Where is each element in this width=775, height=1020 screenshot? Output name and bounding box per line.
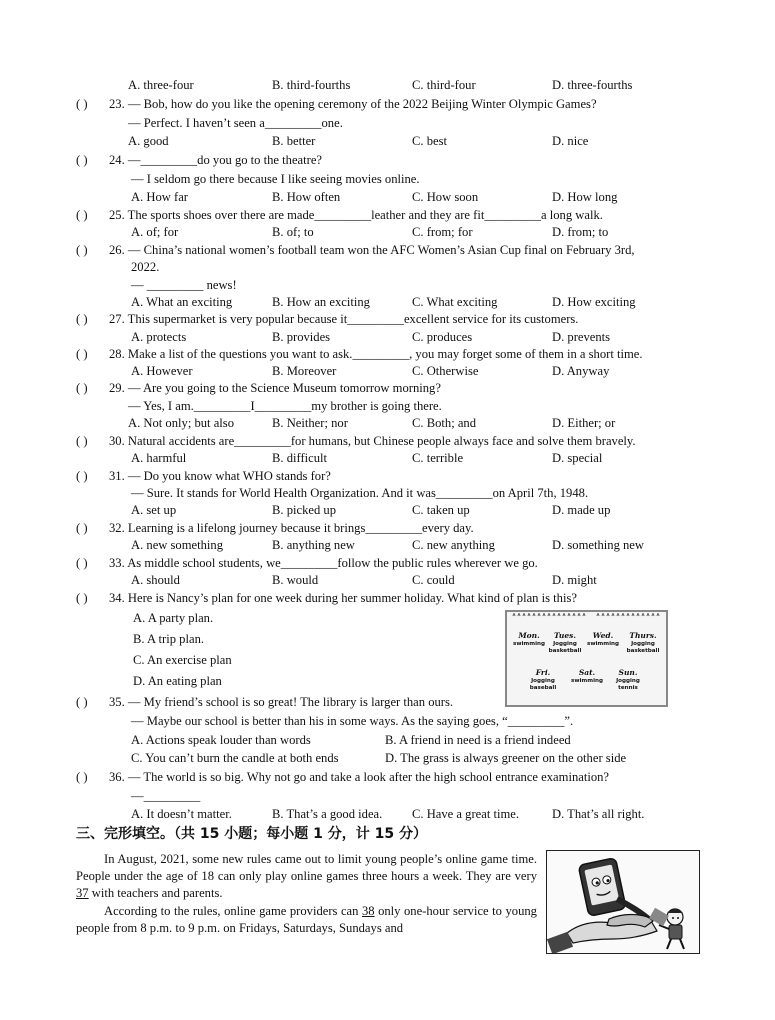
plan-activity: Jogging: [531, 678, 555, 684]
option-c[interactable]: C. third-four: [412, 78, 476, 92]
plan-activity: Jogging: [631, 641, 655, 647]
option-a[interactable]: A. set up: [131, 503, 177, 517]
answer-paren[interactable]: ( ): [76, 770, 88, 784]
option-c[interactable]: C. You can’t burn the candle at both ends: [131, 751, 339, 765]
option-d[interactable]: D. prevents: [552, 330, 611, 344]
weekly-plan-card: [505, 610, 668, 707]
question-line: — Maybe our school is better than his in some ways. As the saying goes, “_________”.: [131, 714, 574, 728]
plan-day-sat: Sat.: [578, 668, 596, 677]
plan-activity: baseball: [529, 685, 557, 691]
answer-paren[interactable]: ( ): [76, 208, 88, 222]
answer-paren[interactable]: ( ): [76, 381, 88, 395]
question-line: — _________ news!: [131, 278, 237, 292]
option-b[interactable]: B. Neither; nor: [272, 416, 348, 430]
plan-activity: basketball: [626, 648, 660, 654]
option-b[interactable]: B. anything new: [272, 538, 355, 552]
passage-paragraph-2: [76, 903, 537, 937]
option-b[interactable]: B. A trip plan.: [133, 632, 205, 646]
plan-day-fri: Fri.: [535, 668, 551, 677]
option-d[interactable]: D. might: [552, 573, 597, 587]
option-b[interactable]: B. Moreover: [272, 364, 337, 378]
option-d[interactable]: D. nice: [552, 134, 589, 148]
plan-activity: swimming: [513, 641, 545, 647]
option-a[interactable]: A. three-four: [128, 78, 194, 92]
plan-day-thurs: Thurs.: [629, 631, 657, 640]
section-heading: 三、完形填空。（共 15 小题；每小题 1 分，计 15 分）: [76, 826, 427, 842]
cloze-blank-37[interactable]: 37: [76, 886, 89, 901]
option-d[interactable]: D. The grass is always greener on the other side: [385, 751, 627, 765]
option-b[interactable]: B. How often: [272, 190, 341, 204]
option-a[interactable]: A. new something: [131, 538, 223, 552]
option-b[interactable]: B. That’s a good idea.: [272, 807, 383, 821]
question-line: 2022.: [131, 260, 160, 274]
option-d[interactable]: D. That’s all right.: [552, 807, 645, 821]
question-line: — Sure. It stands for World Health Organization. And it was_________on April 7th, 1948.: [131, 486, 589, 500]
answer-paren[interactable]: ( ): [76, 153, 88, 167]
option-c[interactable]: C. new anything: [412, 538, 495, 552]
option-c[interactable]: C. terrible: [412, 451, 464, 465]
option-c[interactable]: C. from; for: [412, 225, 473, 239]
option-c[interactable]: C. An exercise plan: [133, 653, 232, 667]
option-b[interactable]: B. How an exciting: [272, 295, 370, 309]
question-line: — Perfect. I haven’t seen a_________one.: [128, 116, 343, 130]
option-a[interactable]: A. good: [128, 134, 169, 148]
plan-day-mon: Mon.: [518, 631, 540, 640]
question-stem: 29. — Are you going to the Science Museum tomorrow morning?: [109, 381, 441, 395]
answer-paren[interactable]: ( ): [76, 556, 88, 570]
option-b[interactable]: B. better: [272, 134, 316, 148]
option-d[interactable]: D. made up: [552, 503, 611, 517]
passage-text: with teachers and parents.: [88, 886, 223, 901]
plan-day-sun: Sun.: [618, 668, 638, 677]
answer-paren[interactable]: ( ): [76, 97, 88, 111]
passage-text: only one-hour service to young people from 8 p.m. to 9 p.m. on Fridays, Saturdays, Sundays and: [76, 904, 537, 936]
question-line: — I seldom go there because I like seeing movies online.: [131, 172, 420, 186]
option-d[interactable]: D. something new: [552, 538, 644, 552]
option-b[interactable]: B. provides: [272, 330, 331, 344]
plan-activity: Jogging: [616, 678, 640, 684]
answer-paren[interactable]: ( ): [76, 695, 88, 709]
plan-activity: swimming: [587, 641, 619, 647]
option-a[interactable]: A. Actions speak louder than words: [131, 733, 311, 747]
option-c[interactable]: C. Otherwise: [412, 364, 479, 378]
option-b[interactable]: B. A friend in need is a friend indeed: [385, 733, 571, 747]
question-stem: 30. Natural accidents are_________for humans, but Chinese people always face and solve them bravely.: [109, 434, 636, 448]
passage-text: According to the rules, online game providers can: [104, 904, 362, 918]
passage-paragraph-1: [76, 851, 537, 903]
answer-paren[interactable]: ( ): [76, 521, 88, 535]
question-line: — Yes, I am._________I_________my brother is going there.: [128, 399, 442, 413]
option-b[interactable]: B. of; to: [272, 225, 314, 239]
option-d[interactable]: D. How long: [552, 190, 618, 204]
option-d[interactable]: D. An eating plan: [133, 674, 222, 688]
question-stem: 35. — My friend’s school is so great! The library is larger than ours.: [109, 695, 454, 709]
plan-activity: swimming: [571, 678, 603, 684]
plan-day-tues: Tues.: [554, 631, 576, 640]
question-stem: 23. — Bob, how do you like the opening ceremony of the 2022 Beijing Winter Olympic Games?: [109, 97, 597, 111]
question-stem: 32. Learning is a lifelong journey because it brings_________every day.: [109, 521, 474, 535]
option-a[interactable]: A. should: [131, 573, 180, 587]
option-b[interactable]: B. would: [272, 573, 319, 587]
answer-paren[interactable]: ( ): [76, 347, 88, 361]
question-stem: 34. Here is Nancy’s plan for one week during her summer holiday. What kind of plan is this?: [109, 591, 577, 605]
question-stem: 24. —_________do you go to the theatre?: [109, 153, 323, 167]
cartoon-illustration: [546, 850, 700, 954]
option-c[interactable]: C. How soon: [412, 190, 479, 204]
phone-handshake-cartoon-icon: [547, 851, 700, 954]
option-a[interactable]: A. harmful: [131, 451, 187, 465]
question-line: —_________: [131, 789, 201, 803]
option-a[interactable]: A. However: [131, 364, 193, 378]
option-a[interactable]: A. of; for: [131, 225, 179, 239]
passage-text: In August, 2021, some new rules came out to limit young people’s online game time. People under the age of 18 can only play online games three hours a week. They are very: [76, 852, 537, 884]
answer-paren[interactable]: ( ): [76, 243, 88, 257]
plan-activity: tennis: [618, 685, 638, 691]
option-d[interactable]: D. three-fourths: [552, 78, 633, 92]
answer-paren[interactable]: ( ): [76, 591, 88, 605]
option-a[interactable]: A. What an exciting: [131, 295, 233, 309]
option-d[interactable]: D. Either; or: [552, 416, 616, 430]
option-d[interactable]: D. from; to: [552, 225, 609, 239]
option-a[interactable]: A. How far: [131, 190, 189, 204]
option-b[interactable]: B. difficult: [272, 451, 328, 465]
option-a[interactable]: A. A party plan.: [133, 611, 214, 625]
option-c[interactable]: C. What exciting: [412, 295, 498, 309]
answer-paren[interactable]: ( ): [76, 469, 88, 483]
plan-activity: basketball: [548, 648, 582, 654]
spiral-binding-icon: [507, 610, 666, 620]
option-c[interactable]: C. produces: [412, 330, 473, 344]
option-b[interactable]: B. third-fourths: [272, 78, 351, 92]
question-stem: 31. — Do you know what WHO stands for?: [109, 469, 331, 483]
plan-activity: Jogging: [553, 641, 577, 647]
option-b[interactable]: B. picked up: [272, 503, 337, 517]
option-a[interactable]: A. Not only; but also: [128, 416, 234, 430]
option-d[interactable]: D. special: [552, 451, 603, 465]
cloze-blank-38[interactable]: 38: [361, 904, 375, 918]
option-c[interactable]: C. could: [412, 573, 455, 587]
answer-paren[interactable]: ( ): [76, 434, 88, 448]
question-stem: 25. The sports shoes over there are made_________leather and they are fit_________a long walk.: [109, 208, 603, 222]
option-c[interactable]: C. Have a great time.: [412, 807, 520, 821]
plan-day-wed: Wed.: [592, 631, 614, 640]
question-stem: 26. — China’s national women’s football team won the AFC Women’s Asian Cup final on February 3rd,: [109, 243, 635, 257]
question-stem: 27. This supermarket is very popular because it_________excellent service for its customers.: [109, 312, 579, 326]
question-stem: 28. Make a list of the questions you want to ask._________, you may forget some of them in a short time.: [109, 347, 643, 361]
option-c[interactable]: C. Both; and: [412, 416, 477, 430]
option-a[interactable]: A. It doesn’t matter.: [131, 807, 232, 821]
question-stem: 36. — The world is so big. Why not go and take a look after the high school entrance examination?: [109, 770, 610, 784]
question-stem: 33. As middle school students, we_________follow the public rules wherever we go.: [109, 556, 538, 570]
option-c[interactable]: C. best: [412, 134, 447, 148]
option-d[interactable]: D. How exciting: [552, 295, 636, 309]
option-d[interactable]: D. Anyway: [552, 364, 610, 378]
option-a[interactable]: A. protects: [131, 330, 187, 344]
option-c[interactable]: C. taken up: [412, 503, 470, 517]
answer-paren[interactable]: ( ): [76, 312, 88, 326]
